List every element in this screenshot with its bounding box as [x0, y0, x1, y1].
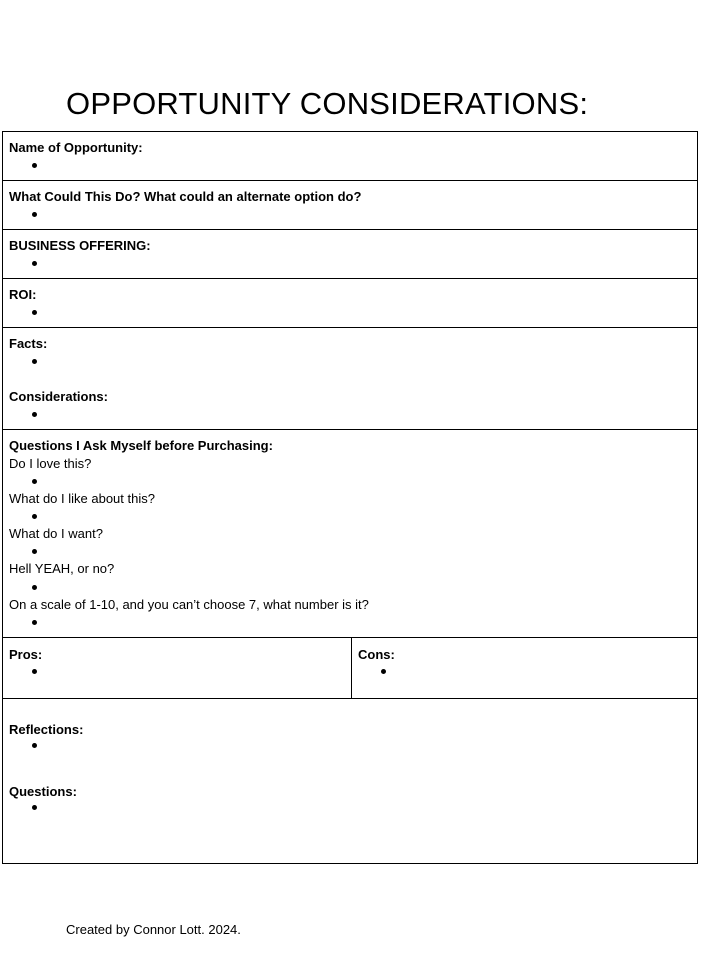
bullet-point[interactable]: [32, 261, 37, 266]
bullet-point[interactable]: [32, 310, 37, 315]
bullet-point[interactable]: [32, 163, 37, 168]
bullet-point[interactable]: [32, 743, 37, 748]
section-label: What Could This Do? What could an alternate option do?: [9, 189, 362, 204]
section-purchase-questions: [3, 430, 697, 638]
section-pros-cons: [3, 638, 697, 699]
bullet-point[interactable]: [32, 479, 37, 484]
pros-label: Pros:: [9, 647, 43, 662]
section-what-could-this-do: [3, 181, 697, 230]
section-business-offering: [3, 230, 697, 279]
bullet-point[interactable]: [32, 585, 37, 590]
bullet-point[interactable]: [32, 514, 37, 519]
bullet-point[interactable]: [32, 212, 37, 217]
section-label: Name of Opportunity:: [9, 140, 143, 155]
section-roi: [3, 279, 697, 328]
cons-label: Cons:: [358, 647, 395, 662]
bullet-point[interactable]: [32, 412, 37, 417]
questions-label: Questions:: [9, 784, 77, 799]
question-text: On a scale of 1-10, and you can’t choose 7, what number is it?: [9, 597, 369, 612]
question-text: Do I love this?: [9, 456, 92, 471]
question-text: Hell YEAH, or no?: [9, 561, 115, 576]
considerations-form: [2, 131, 698, 864]
section-label: Questions I Ask Myself before Purchasing:: [9, 438, 273, 453]
section-label: ROI:: [9, 287, 37, 302]
page-title: OPPORTUNITY CONSIDERATIONS:: [66, 86, 589, 121]
section-label: Facts:: [9, 336, 48, 351]
bullet-point[interactable]: [32, 359, 37, 364]
section-reflections-questions: [3, 699, 697, 863]
bullet-point[interactable]: [381, 669, 386, 674]
bullet-point[interactable]: [32, 549, 37, 554]
section-facts-considerations: [3, 328, 697, 430]
bullet-point[interactable]: [32, 620, 37, 625]
section-label: BUSINESS OFFERING:: [9, 238, 151, 253]
reflections-label: Reflections:: [9, 722, 84, 737]
column-divider: [351, 638, 352, 698]
bullet-point[interactable]: [32, 669, 37, 674]
section-name-of-opportunity: [3, 132, 697, 181]
question-text: What do I want?: [9, 526, 103, 541]
section-label: Considerations:: [9, 389, 108, 404]
footer-credit: Created by Connor Lott. 2024.: [66, 922, 241, 937]
question-text: What do I like about this?: [9, 491, 155, 506]
bullet-point[interactable]: [32, 805, 37, 810]
